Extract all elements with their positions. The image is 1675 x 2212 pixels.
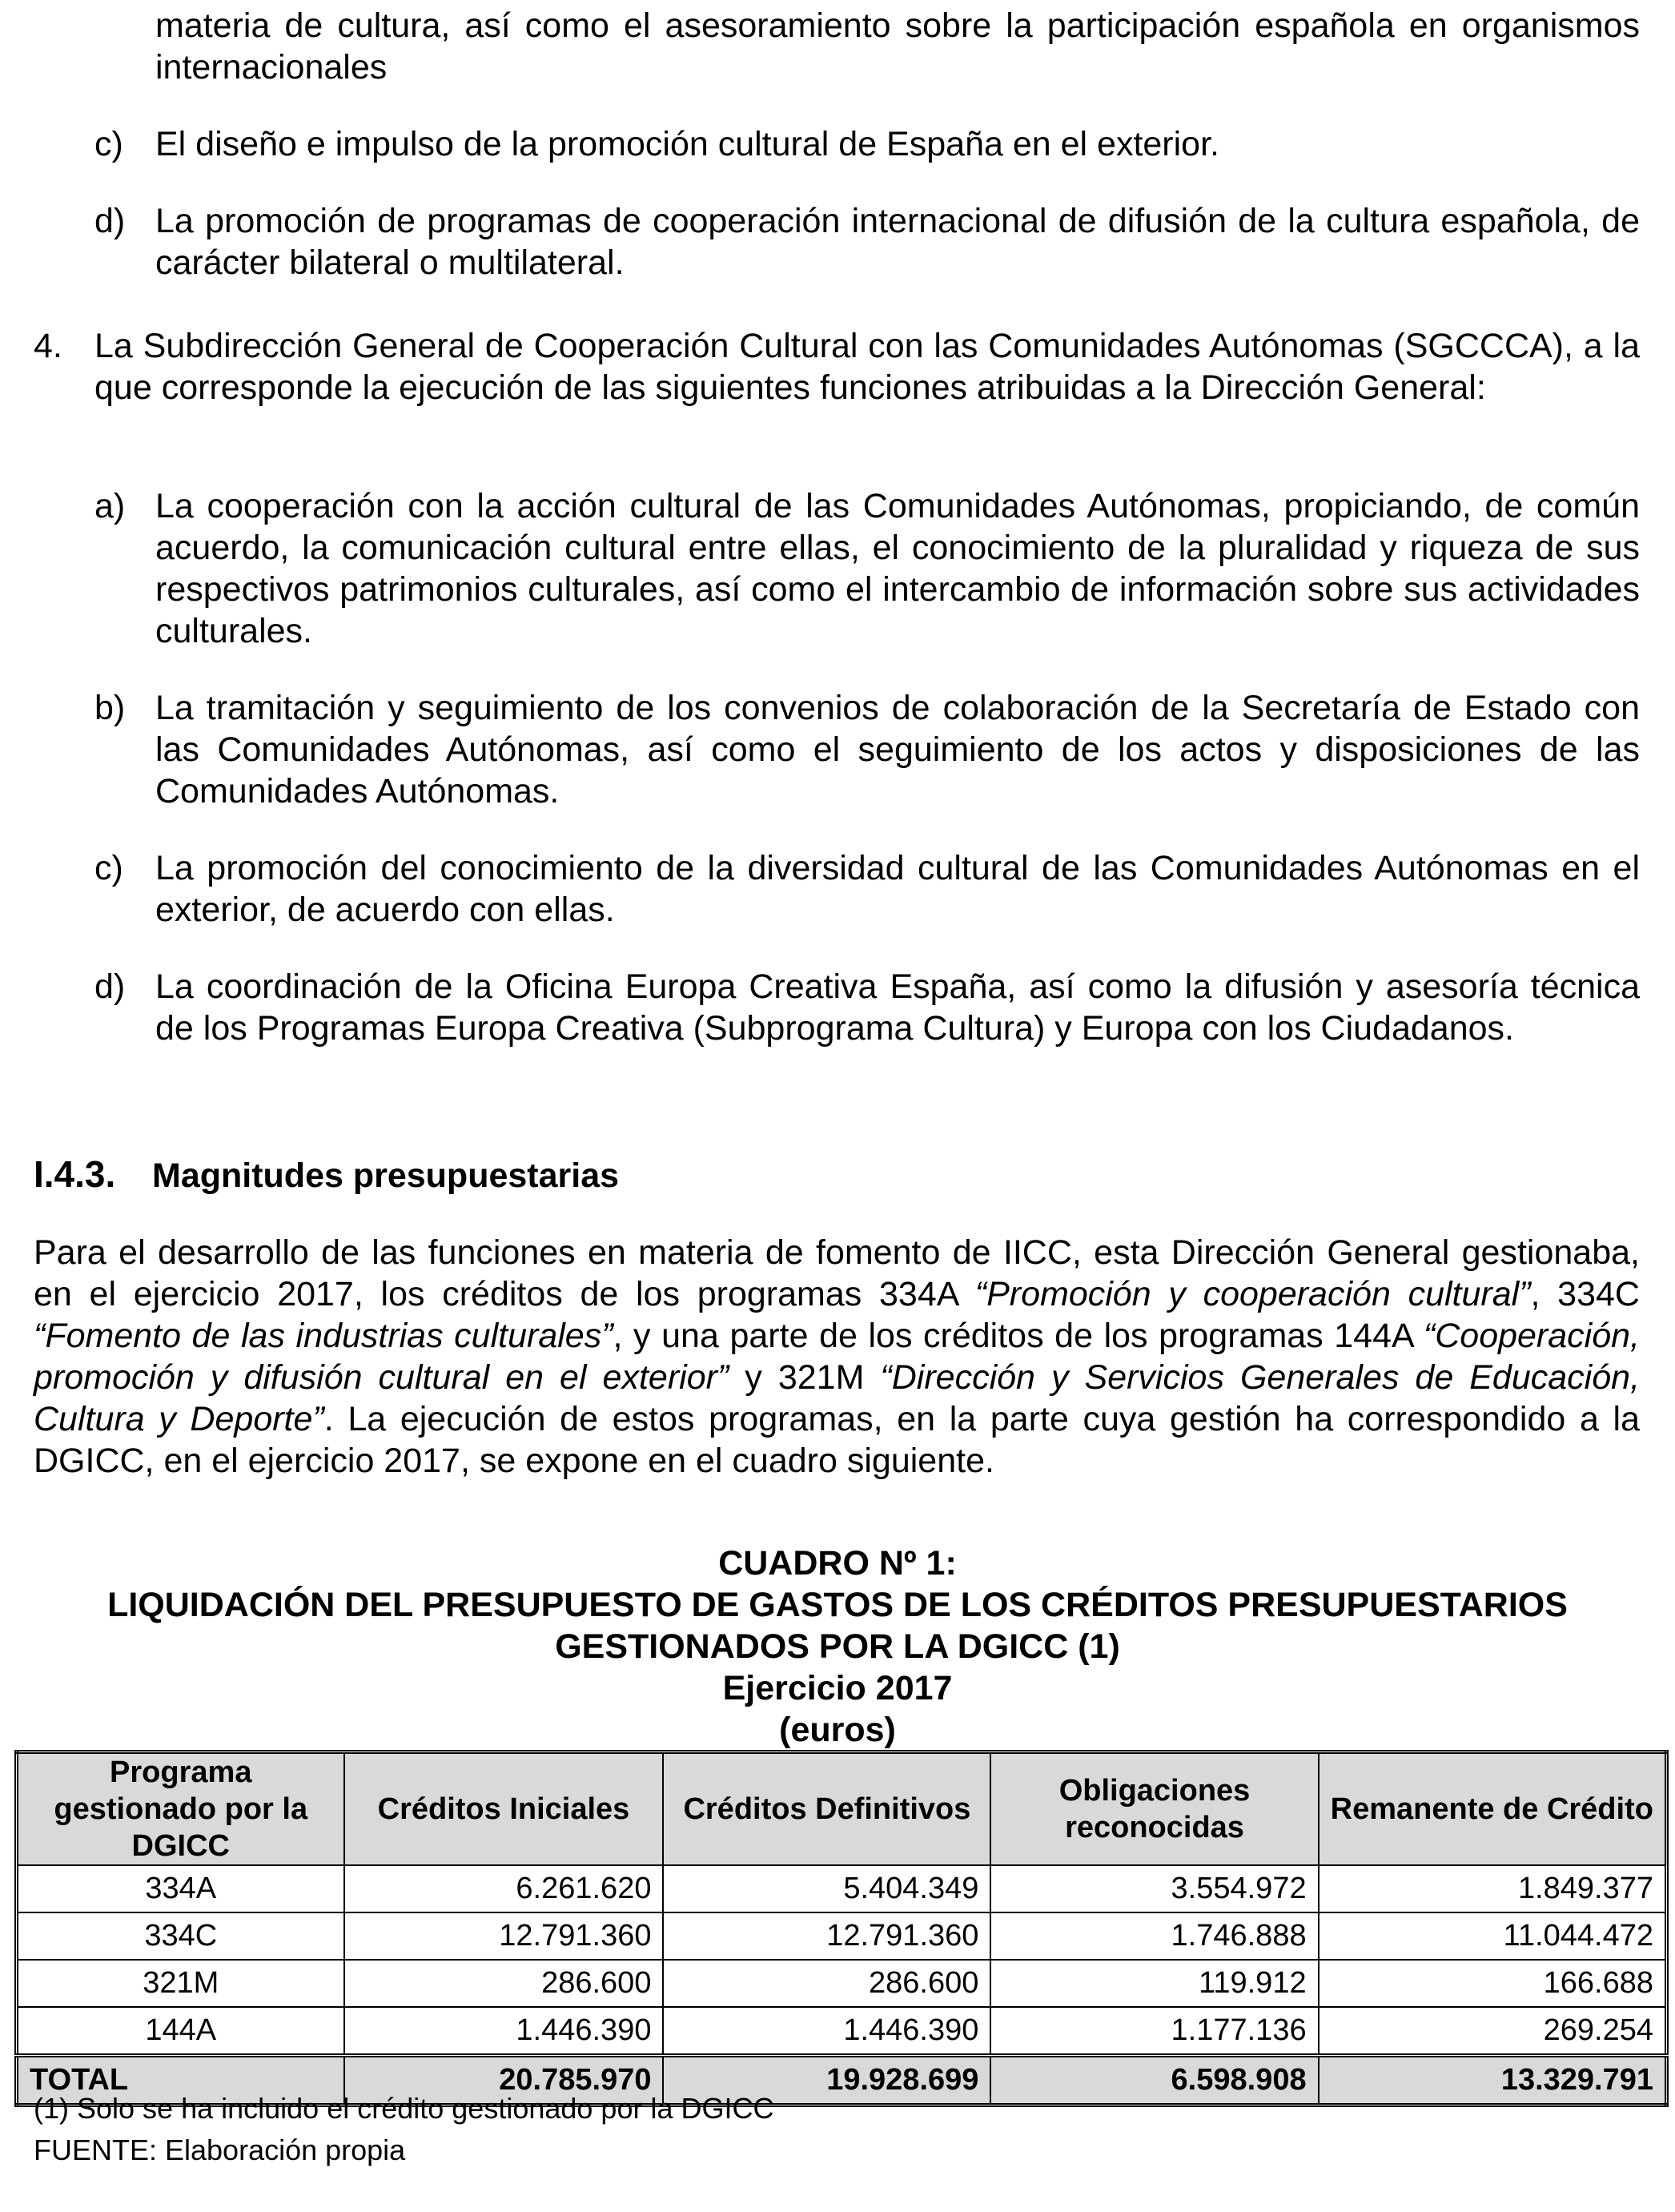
intro-paragraph: Para el desarrollo de las funciones en materia de fomento de IICC, esta Dirección General gestionaba, en el ejercicio 2017, los créditos de los programas 334A “Promoción y cooperación cultural”, 334C “Fomento de las industrias culturales”, y una parte de los créditos de los programas 144A “Cooperación, promoción y difusión cultural en el exterior” y 321M “Dirección y Servicios Generales de Educación, Cultura y Deporte”. La ejecución de estos programas, en la parte cuya gestión ha correspondido a la DGICC, en el ejercicio 2017, se expone en el cuadro siguiente. <box>34 1233 1641 1480</box>
list-item-label: a) <box>94 487 126 525</box>
section4-item-a <box>94 485 1640 652</box>
section-text: La Subdirección General de Cooperación Cultural con las Comunidades Autónomas (SGCCCA), a la que corresponde la ejecución de las siguientes funciones atribuidas a la Dirección General: <box>94 327 1640 407</box>
cell-value: 3.554.972 <box>990 1865 1318 1912</box>
cell-value: 1.849.377 <box>1319 1865 1667 1912</box>
budget-table <box>14 1750 1669 2107</box>
table-row <box>17 1960 1667 2007</box>
table-title-line3: GESTIONADOS POR LA DGICC (1) <box>555 1627 1120 1666</box>
cell-value: 1.746.888 <box>990 1912 1318 1960</box>
header-programa: Programa gestionado por la DGICC <box>17 1752 344 1866</box>
cell-programa: 321M <box>17 1960 344 2007</box>
cell-value: 12.791.360 <box>344 1912 664 1960</box>
list-item-text: La promoción del conocimiento de la diversidad cultural de las Comunidades Autónomas en el exterior, de acuerdo con ellas. <box>155 849 1640 929</box>
cell-value: 269.254 <box>1319 2007 1667 2056</box>
header-creditos-iniciales: Créditos Iniciales <box>344 1752 664 1866</box>
cell-value: 11.044.472 <box>1319 1912 1667 1960</box>
list-item-label: d) <box>94 967 126 1006</box>
cell-value: 286.600 <box>663 1960 990 2007</box>
list-item-text: La promoción de programas de cooperación internacional de difusión de la cultura española, de carácter bilateral o multilateral. <box>155 202 1640 282</box>
list-item-d <box>94 200 1640 284</box>
table-title-line5: (euros) <box>779 1711 896 1749</box>
cell-value: 1.446.390 <box>344 2007 664 2056</box>
cell-total-value: 19.928.699 <box>663 2056 990 2105</box>
cell-programa: 144A <box>17 2007 344 2056</box>
header-remanente: Remanente de Crédito <box>1319 1752 1667 1866</box>
section-number: 4. <box>34 327 62 365</box>
cell-total-value: 6.598.908 <box>990 2056 1318 2105</box>
list-item-text: La coordinación de la Oficina Europa Creativa España, así como la difusión y asesoría técnica de los Programas Europa Creativa (Subprograma Cultura) y Europa con los Ciudadanos. <box>155 967 1640 1048</box>
list-item-text: El diseño e impulso de la promoción cultural de España en el exterior. <box>155 125 1219 163</box>
cell-total-label: TOTAL <box>17 2056 344 2105</box>
heading-number: I.4.3. <box>34 1153 116 1195</box>
list-item-label: c) <box>94 849 123 887</box>
cell-value: 1.177.136 <box>990 2007 1318 2056</box>
table-row <box>17 1865 1667 1912</box>
list-item-label: b) <box>94 689 126 727</box>
section-4 <box>34 325 1640 450</box>
table-title-line4: Ejercicio 2017 <box>722 1669 953 1707</box>
cell-value: 6.261.620 <box>344 1865 664 1912</box>
table-header-row <box>17 1752 1667 1866</box>
list-item-label: c) <box>94 125 123 163</box>
cell-value: 119.912 <box>990 1960 1318 2007</box>
header-creditos-definitivos: Créditos Definitivos <box>663 1752 990 1866</box>
list-item-c <box>94 123 1640 165</box>
cell-programa: 334C <box>17 1912 344 1960</box>
list-item-text: La cooperación con la acción cultural de las Comunidades Autónomas, propiciando, de común acuerdo, la comunicación cultural entre ellas, el conocimiento de la pluralidad y riqueza de sus respectivos patrimonios culturales, así como el intercambio de información sobre sus actividades culturales. <box>155 487 1640 650</box>
cell-programa: 334A <box>17 1865 344 1912</box>
cell-value: 166.688 <box>1319 1960 1667 2007</box>
section4-item-b <box>94 687 1640 812</box>
table-row <box>17 2007 1667 2056</box>
section-heading <box>34 1153 619 1196</box>
list-item-text: La tramitación y seguimiento de los convenios de colaboración de la Secretaría de Estado con las Comunidades Autónomas, así como el seguimiento de los actos y disposiciones de las Comunidades Autónomas. <box>155 689 1640 810</box>
table-title-line2: LIQUIDACIÓN DEL PRESUPUESTO DE GASTOS DE LOS CRÉDITOS PRESUPUESTARIOS <box>107 1586 1568 1624</box>
cell-value: 5.404.349 <box>663 1865 990 1912</box>
cell-value: 1.446.390 <box>663 2007 990 2056</box>
section4-item-d <box>94 966 1640 1091</box>
table-footnote: (1) Solo se ha incluido el crédito gestionado por la DGICC <box>34 2092 774 2125</box>
table-title-line1: CUADRO Nº 1: <box>718 1544 957 1583</box>
section4-item-c <box>94 847 1640 931</box>
cell-total-value: 20.785.970 <box>344 2056 664 2105</box>
table-row <box>17 1912 1667 1960</box>
cell-value: 12.791.360 <box>663 1912 990 1960</box>
cell-total-value: 13.329.791 <box>1319 2056 1667 2105</box>
list-item-label: d) <box>94 202 126 240</box>
continued-paragraph: materia de cultura, así como el asesoramiento sobre la participación española en organismos internacionales <box>155 6 1640 86</box>
cell-value: 286.600 <box>344 1960 664 2007</box>
heading-title: Magnitudes presupuestarias <box>152 1156 620 1195</box>
table-source: FUENTE: Elaboración propia <box>34 2134 406 2166</box>
header-obligaciones: Obligaciones reconocidas <box>990 1752 1318 1866</box>
